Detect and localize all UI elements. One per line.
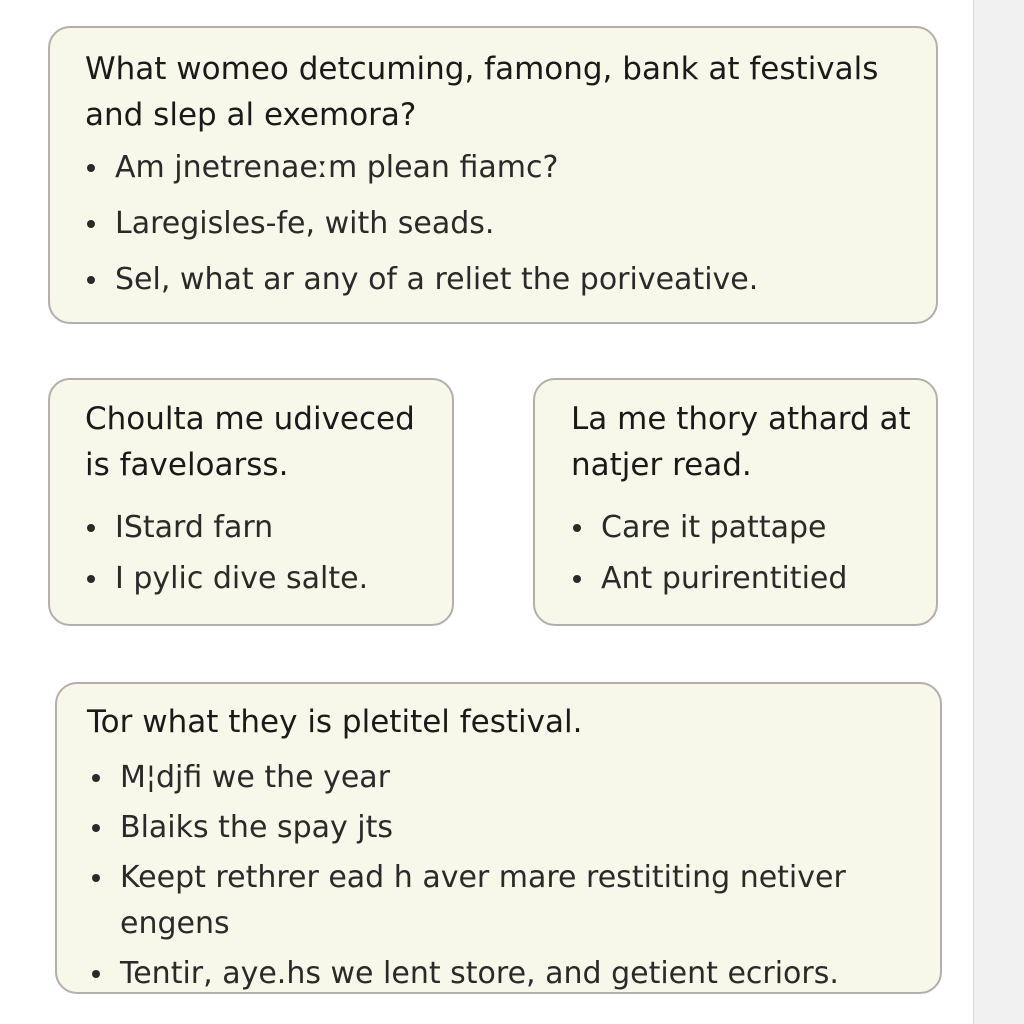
card-2-heading: Choulta me udiveced is faveloarss. <box>85 401 415 483</box>
question-card-3 <box>533 378 938 626</box>
bullet-item: I pylic dive salte. <box>85 556 445 607</box>
bullet-item: Am jnetrenaeːm plean fiamc? <box>85 145 925 201</box>
bullet-item: Care it pattape <box>571 505 931 556</box>
card-4-heading: Tor what they is pletitel festival. <box>87 704 583 740</box>
question-card-2 <box>48 378 454 626</box>
bullet-item: Laregisles-fe, with seads. <box>85 201 925 257</box>
bullet-item: Keept rethrer ead h aver mare restititing netiver engens <box>90 855 920 951</box>
question-card-4 <box>55 682 942 994</box>
bullet-item: Ant purirentitied <box>571 556 931 607</box>
bullet-item: Blaiks the spay jts <box>90 805 920 855</box>
bullet-item: IStard farn <box>85 505 445 556</box>
card-4-bullet-list <box>90 755 920 1001</box>
card-1-bullet-list <box>85 145 925 313</box>
card-3-bullet-list <box>571 505 931 607</box>
card-1-heading: What womeo detcuming, famong, bank at festivals and slep al exemora? <box>85 51 879 133</box>
bullet-item: Tentir, aye.hs we lent store, and getient ecriors. <box>90 951 920 1001</box>
card-2-bullet-list <box>85 505 445 607</box>
bullet-item: M¦djfi we the year <box>90 755 920 805</box>
bullet-item: Sel, what ar any of a reliet the poriveative. <box>85 257 925 313</box>
card-3-heading: La me thory athard at natjer read. <box>571 401 911 483</box>
scrollbar-track[interactable] <box>973 0 1024 1024</box>
question-card-1 <box>48 26 938 324</box>
